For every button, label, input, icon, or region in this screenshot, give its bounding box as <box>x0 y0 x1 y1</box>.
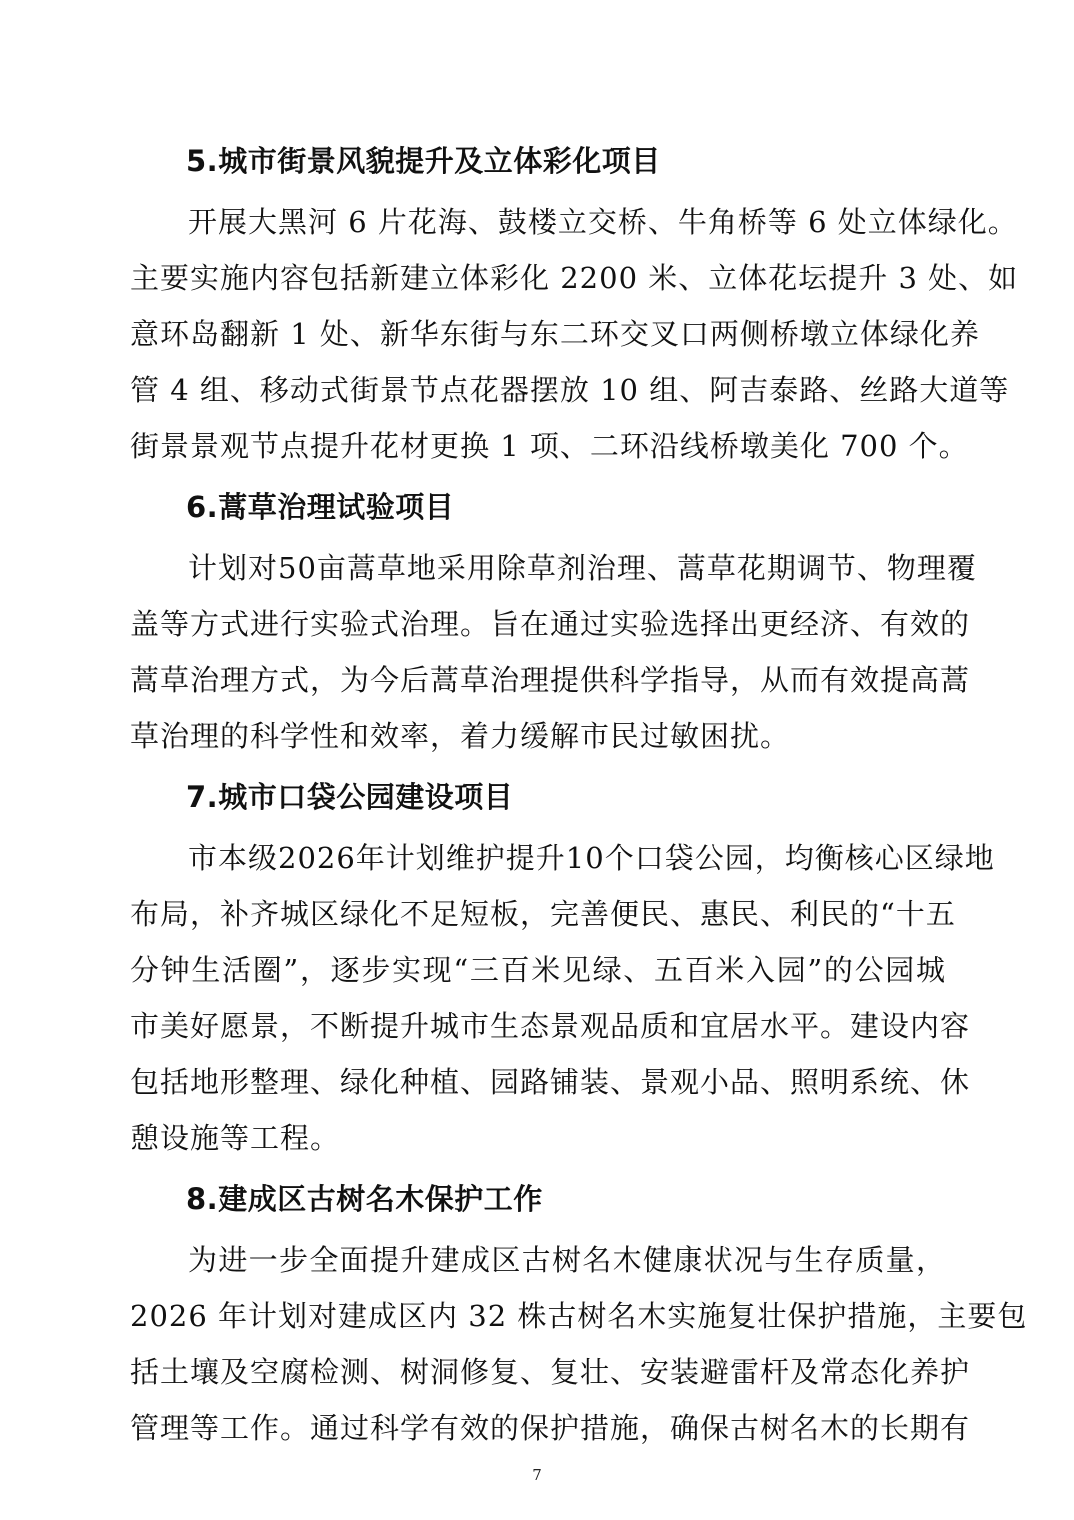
paragraph-line: 管 4 组、移动式街景节点花器摆放 10 组、阿吉泰路、丝路大道等 <box>130 373 1010 407</box>
paragraph-line: 分钟生活圈”，逐步实现“三百米见绿、五百米入园”的公园城 <box>130 953 946 987</box>
paragraph-line: 2026 年计划对建成区内 32 株古树名木实施复壮保护措施，主要包 <box>130 1299 1028 1333</box>
paragraph-line: 管理等工作。通过科学有效的保护措施，确保古树名木的长期有 <box>130 1411 971 1445</box>
paragraph-line: 主要实施内容包括新建立体彩化 2200 米、立体花坛提升 3 处、如 <box>130 261 1019 295</box>
paragraph-line: 开展大黑河 6 片花海、鼓楼立交桥、牛角桥等 6 处立体绿化。 <box>188 205 1018 239</box>
section-8-paragraph <box>130 1232 1028 1456</box>
paragraph-line: 括土壤及空腐检测、树洞修复、复壮、安装避雷杆及常态化养护 <box>130 1355 971 1389</box>
paragraph-line: 盖等方式进行实验式治理。旨在通过实验选择出更经济、有效的 <box>130 607 971 641</box>
paragraph-line: 憩设施等工程。 <box>130 1121 341 1155</box>
paragraph-line: 市本级2026年计划维护提升10个口袋公园，均衡核心区绿地 <box>188 841 995 875</box>
section-8-heading: 8.建成区古树名木保护工作 <box>186 1182 543 1216</box>
section-7-paragraph <box>130 830 995 1166</box>
paragraph-line: 为进一步全面提升建成区古树名木健康状况与生存质量， <box>188 1243 946 1277</box>
paragraph-line: 布局，补齐城区绿化不足短板，完善便民、惠民、利民的“十五 <box>130 897 956 931</box>
page-content <box>130 138 1028 1466</box>
page-number: 7 <box>532 1466 542 1484</box>
paragraph-line: 包括地形整理、绿化种植、园路铺装、景观小品、照明系统、休 <box>130 1065 971 1099</box>
section-6-heading: 6.蒿草治理试验项目 <box>186 490 455 524</box>
paragraph-line: 计划对50亩蒿草地采用除草剂治理、蒿草花期调节、物理覆 <box>188 551 977 585</box>
section-5-paragraph <box>130 194 1019 474</box>
paragraph-line: 市美好愿景，不断提升城市生态景观品质和宜居水平。建设内容 <box>130 1009 971 1043</box>
section-6-paragraph <box>130 540 977 764</box>
paragraph-line: 草治理的科学性和效率，着力缓解市民过敏困扰。 <box>130 719 791 753</box>
section-7-heading: 7.城市口袋公园建设项目 <box>186 780 514 814</box>
section-5-heading: 5.城市街景风貌提升及立体彩化项目 <box>186 144 661 178</box>
paragraph-line: 街景景观节点提升花材更换 1 项、二环沿线桥墩美化 700 个。 <box>130 429 969 463</box>
paragraph-line: 蒿草治理方式，为今后蒿草治理提供科学指导，从而有效提高蒿 <box>130 663 971 697</box>
paragraph-line: 意环岛翻新 1 处、新华东街与东二环交叉口两侧桥墩立体绿化养 <box>130 317 980 351</box>
